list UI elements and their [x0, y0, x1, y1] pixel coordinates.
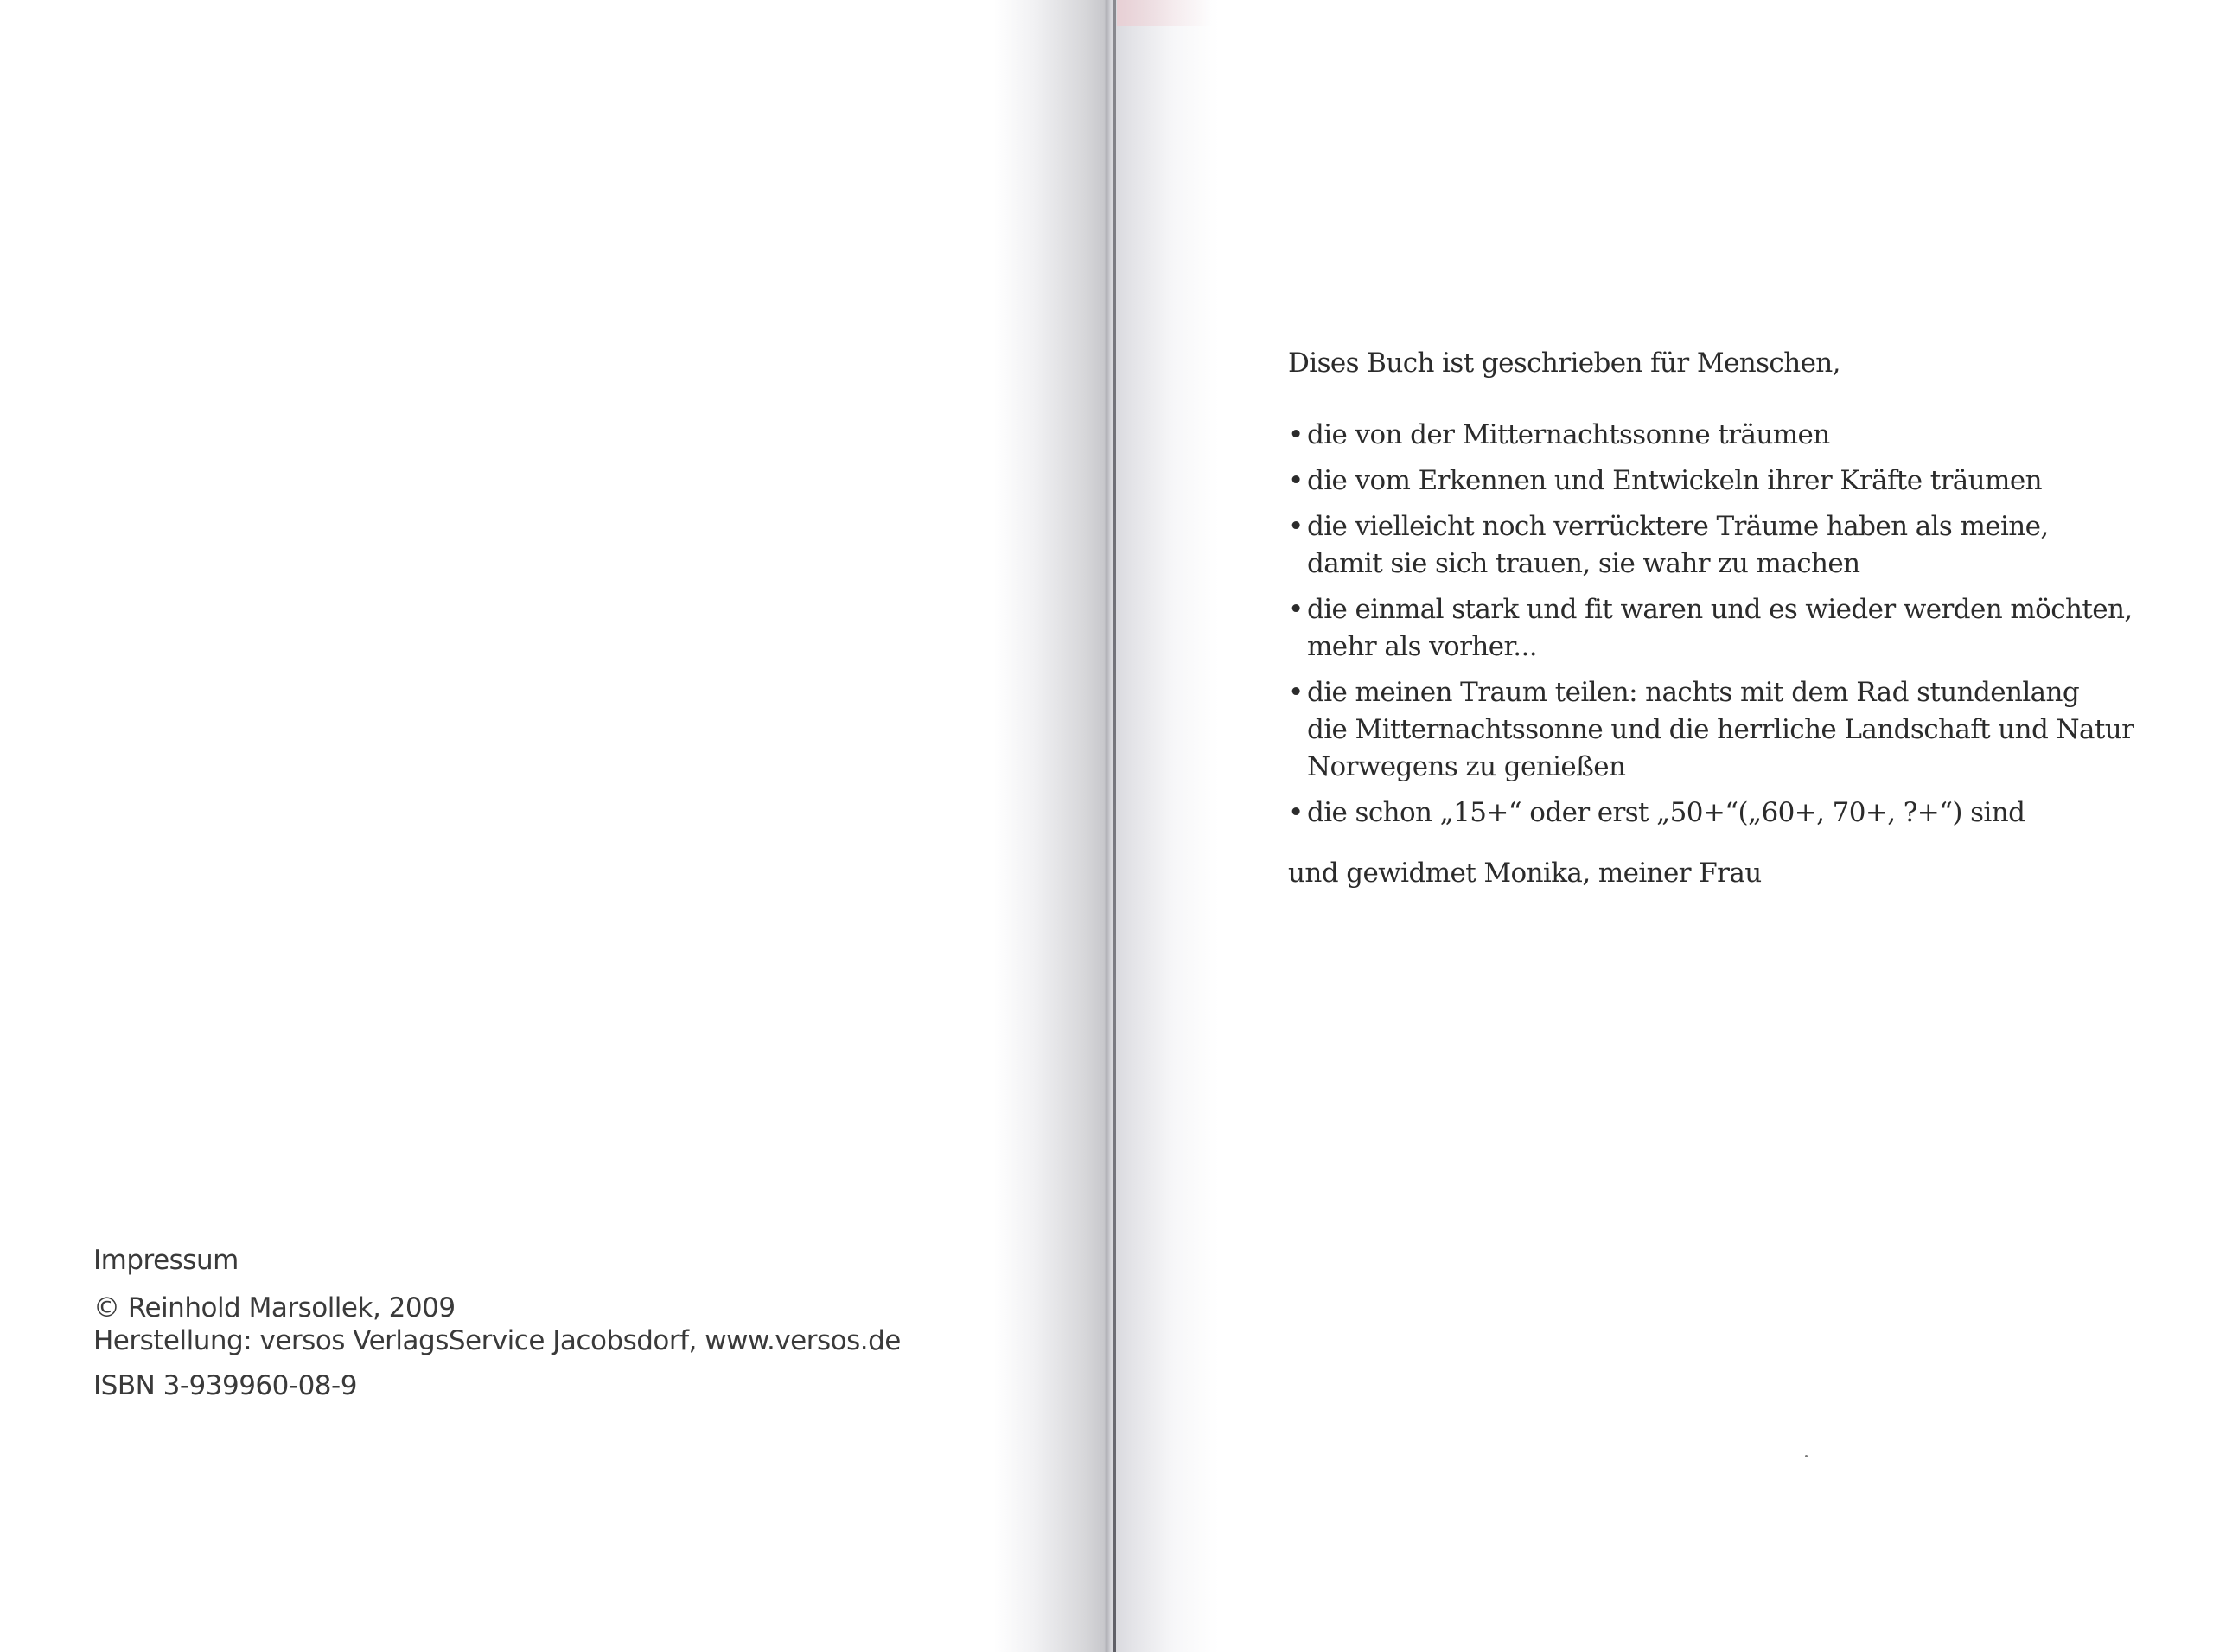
- dedication-block: [1288, 344, 2152, 892]
- list-item-line: die vielleicht noch verrücktere Träume haben als meine,: [1307, 511, 2049, 542]
- list-item-line: die von der Mitternachtssonne träumen: [1307, 419, 1830, 450]
- list-item-line: die Mitternachtssonne und die herrliche Landschaft und Natur: [1307, 714, 2134, 745]
- bullet-marker: •: [1288, 511, 1304, 542]
- bullet-marker: •: [1288, 419, 1304, 450]
- dedication-list-item: [1288, 508, 2152, 583]
- impressum-block: [93, 1243, 901, 1402]
- dedication-list-item: [1288, 462, 2152, 500]
- list-item-text: [1307, 508, 2152, 583]
- list-item-text: [1307, 417, 2152, 454]
- dedication-list-item: [1288, 591, 2152, 666]
- list-item-line: damit sie sich trauen, sie wahr zu machen: [1307, 548, 1860, 579]
- list-item-text: [1307, 591, 2152, 666]
- bullet-marker: •: [1288, 594, 1304, 625]
- list-item-line: mehr als vorher...: [1307, 631, 1538, 662]
- dedication-list-item: [1288, 794, 2152, 832]
- list-item-line: die schon „15+“ oder erst „50+“(„60+, 70+, ?+“) sind: [1307, 797, 2025, 828]
- copyright-line: © Reinhold Marsollek, 2009: [93, 1292, 456, 1324]
- dedication-intro: Dises Buch ist geschrieben für Menschen,: [1288, 348, 1840, 379]
- production-line: Herstellung: versos VerlagsService Jacobsdorf, www.versos.de: [93, 1325, 901, 1356]
- dedication-list-item: [1288, 417, 2152, 454]
- isbn-line: ISBN 3-939960-08-9: [93, 1370, 357, 1401]
- dedication-list-item: [1288, 674, 2152, 786]
- list-item-line: die meinen Traum teilen: nachts mit dem Rad stundenlang: [1307, 677, 2080, 708]
- list-item-text: [1307, 674, 2152, 786]
- dedication-list: [1288, 417, 2152, 832]
- dedication-closing: und gewidmet Monika, meiner Frau: [1288, 858, 1762, 889]
- left-page: [0, 0, 1016, 1652]
- list-item-text: [1307, 462, 2152, 500]
- bullet-marker: •: [1288, 797, 1304, 828]
- bullet-marker: •: [1288, 465, 1304, 496]
- list-item-line: die vom Erkennen und Entwickeln ihrer Kräfte träumen: [1307, 465, 2042, 496]
- list-item-line: Norwegens zu genießen: [1307, 751, 1626, 782]
- impressum-heading: Impressum: [93, 1245, 239, 1276]
- book-spine: [1113, 0, 1116, 1652]
- paper-speck: [1805, 1455, 1808, 1457]
- list-item-line: die einmal stark und fit waren und es wieder werden möchten,: [1307, 594, 2133, 625]
- list-item-text: [1307, 794, 2152, 832]
- bullet-marker: •: [1288, 677, 1304, 708]
